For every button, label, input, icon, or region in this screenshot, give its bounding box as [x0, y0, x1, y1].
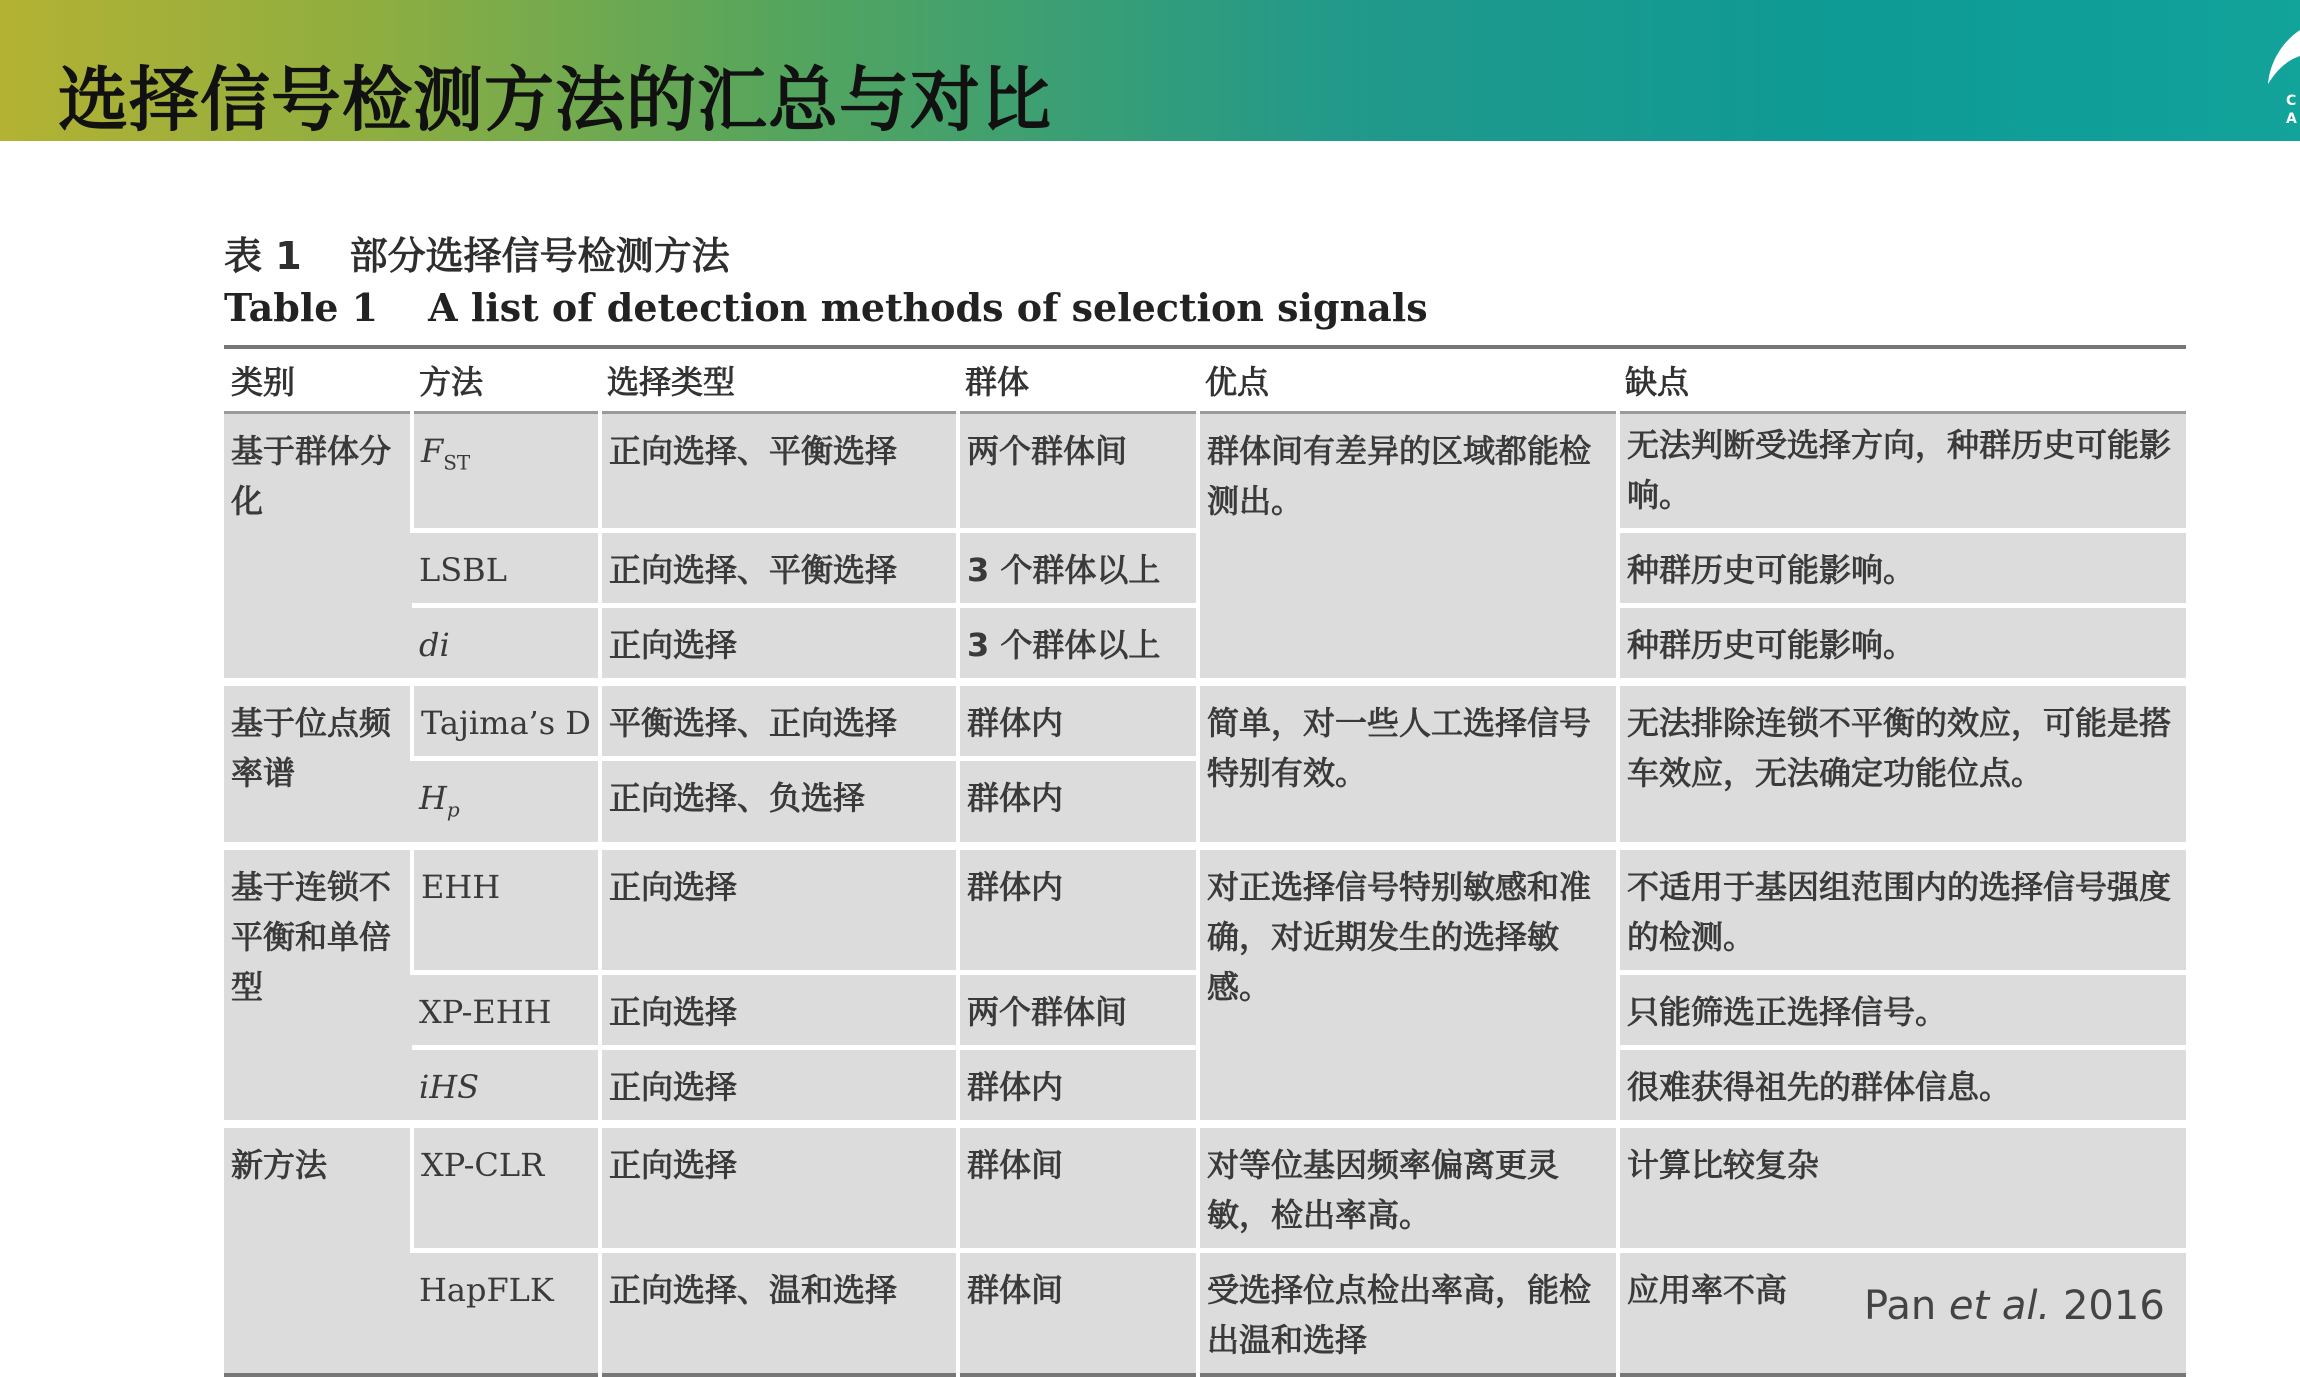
selection-type-cell: 正向选择: [600, 1124, 958, 1251]
selection-type-cell: 正向选择、平衡选择: [600, 413, 958, 531]
method-name: di: [419, 626, 450, 664]
citation-year: 2016: [2062, 1283, 2165, 1329]
method-cell: [412, 1048, 600, 1125]
table-row: [224, 1124, 2186, 1251]
category-cell: 基于位点频率谱: [224, 682, 412, 846]
disadvantage-cell: 种群历史可能影响。: [1618, 531, 2186, 606]
method-subscript: p: [446, 797, 460, 822]
method-cell: [412, 682, 600, 759]
advantage-cell: 受选择位点检出率高，能检出温和选择: [1198, 1251, 1618, 1376]
disadvantage-cell: 很难获得祖先的群体信息。: [1618, 1048, 2186, 1125]
method-name: iHS: [419, 1068, 480, 1107]
population-cell: 两个群体间: [958, 413, 1198, 531]
methods-table: [224, 345, 2186, 1377]
header-disadvantage: 缺点: [1618, 347, 2186, 413]
table-row: [224, 846, 2186, 973]
disadvantage-cell: 应用率不高: [1618, 1251, 2186, 1376]
population-cell: 3 个群体以上: [958, 531, 1198, 606]
population-cell: 群体内: [958, 759, 1198, 847]
selection-type-cell: 正向选择: [600, 973, 958, 1048]
table-caption-en: [224, 285, 1428, 330]
logo-letter: A: [2286, 111, 2297, 127]
category-cell: 新方法: [224, 1124, 412, 1375]
logo-letters: [2286, 92, 2297, 128]
advantage-cell: 对正选择信号特别敏感和准确，对近期发生的选择敏感。: [1198, 846, 1618, 1124]
population-cell: 群体间: [958, 1251, 1198, 1376]
category-cell: 基于连锁不平衡和单倍型: [224, 846, 412, 1124]
table-row: [224, 413, 2186, 531]
population-cell: 群体内: [958, 682, 1198, 759]
header-category: 类别: [224, 347, 412, 413]
selection-type-cell: 正向选择: [600, 1048, 958, 1125]
selection-type-cell: 正向选择、平衡选择: [600, 531, 958, 606]
selection-type-cell: 平衡选择、正向选择: [600, 682, 958, 759]
population-cell: 3 个群体以上: [958, 606, 1198, 683]
method-cell: [412, 973, 600, 1048]
header-population: 群体: [958, 347, 1198, 413]
citation-etal: et al.: [1948, 1283, 2051, 1329]
method-name: HapFLK: [419, 1271, 554, 1310]
table-caption-cn: [224, 225, 730, 280]
method-name: Tajima’s D: [421, 704, 591, 742]
title-bar: [0, 0, 2300, 141]
table-row: [224, 682, 2186, 759]
method-cell: [412, 531, 600, 606]
selection-type-cell: 正向选择、负选择: [600, 759, 958, 847]
header-method: 方法: [412, 347, 600, 413]
selection-type-cell: 正向选择: [600, 846, 958, 973]
method-name: EHH: [421, 868, 501, 907]
slide-title: 选择信号检测方法的汇总与对比: [58, 59, 1052, 141]
caption-en-label: Table 1: [224, 285, 379, 330]
selection-type-cell: 正向选择、温和选择: [600, 1251, 958, 1376]
method-cell: [412, 413, 600, 531]
citation: [1864, 1283, 2165, 1329]
method-name: LSBL: [419, 551, 507, 589]
method-cell: [412, 846, 600, 973]
disadvantage-cell: 计算比较复杂: [1618, 1124, 2186, 1251]
population-cell: 群体内: [958, 1048, 1198, 1125]
method-cell: [412, 1124, 600, 1251]
advantage-cell: 对等位基因频率偏离更灵敏，检出率高。: [1198, 1124, 1618, 1251]
advantage-cell: 简单，对一些人工选择信号特别有效。: [1198, 682, 1618, 846]
disadvantage-cell: 只能筛选正选择信号。: [1618, 973, 2186, 1048]
methods-table-wrapper: [224, 345, 2186, 1377]
category-cell: 基于群体分化: [224, 413, 412, 683]
method-cell: [412, 1251, 600, 1376]
caption-cn-label: 表 1: [224, 234, 302, 278]
selection-type-cell: 正向选择: [600, 606, 958, 683]
method-name: XP-EHH: [419, 993, 552, 1032]
method-name: F: [421, 432, 444, 470]
citation-author: Pan: [1864, 1283, 1937, 1329]
disadvantage-cell: 不适用于基因组范围内的选择信号强度的检测。: [1618, 846, 2186, 973]
disadvantage-cell: 无法排除连锁不平衡的效应，可能是搭车效应，无法确定功能位点。: [1618, 682, 2186, 846]
table-header-row: [224, 347, 2186, 413]
population-cell: 群体内: [958, 846, 1198, 973]
method-subscript: ST: [443, 450, 471, 475]
method-cell: [412, 606, 600, 683]
disadvantage-cell: 种群历史可能影响。: [1618, 606, 2186, 683]
population-cell: 两个群体间: [958, 973, 1198, 1048]
caption-en-text: A list of detection methods of selection signals: [428, 285, 1428, 330]
caption-cn-text: 部分选择信号检测方法: [349, 234, 730, 278]
advantage-cell: 群体间有差异的区域都能检测出。: [1198, 413, 1618, 683]
disadvantage-cell: 无法判断受选择方向，种群历史可能影响。: [1618, 413, 2186, 531]
logo-letter: C: [2286, 93, 2297, 109]
header-selection-type: 选择类型: [600, 347, 958, 413]
method-name: XP-CLR: [421, 1146, 545, 1185]
method-name: H: [419, 779, 447, 817]
population-cell: 群体间: [958, 1124, 1198, 1251]
header-advantage: 优点: [1198, 347, 1618, 413]
method-cell: [412, 759, 600, 847]
